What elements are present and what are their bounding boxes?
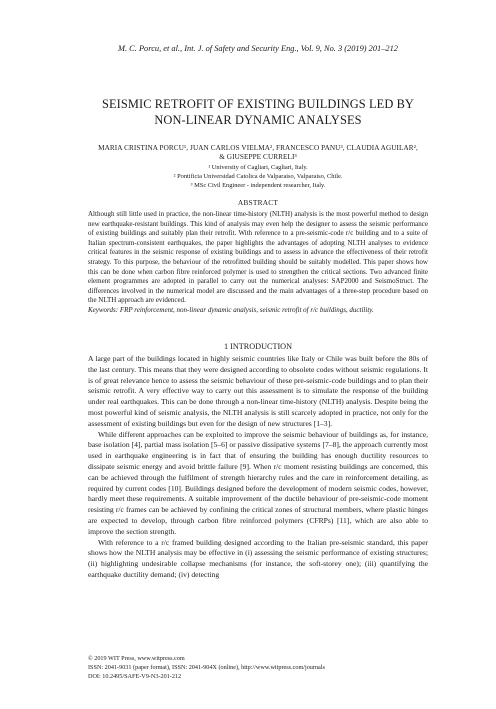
section-heading-introduction: 1 INTRODUCTION xyxy=(224,342,292,351)
keywords: Keywords: FRP reinforcement, non-linear dynamic analysis, seismic retrofit of r/c buildings, ductility. xyxy=(88,305,374,314)
issn-line: ISSN: 2041-9031 (paper format), ISSN: 2041-904X (online), http://www.witpress.com/journals xyxy=(88,663,325,671)
abstract-heading: ABSTRACT xyxy=(237,198,279,207)
affiliation-3: ³ MSc Civil Engineer - independent researcher, Italy. xyxy=(190,182,326,189)
body-text xyxy=(88,354,428,581)
running-head: M. C. Porcu, et al., Int. J. of Safety and Security Eng., Vol. 9, No. 3 (2019) 201–212 xyxy=(118,44,398,53)
doi-line: DOI: 10.2495/SAFE-V9-N3-201-212 xyxy=(88,672,182,680)
abstract xyxy=(88,210,428,316)
copyright-line: © 2019 WIT Press, www.witpress.com xyxy=(88,655,185,662)
affiliations xyxy=(88,163,428,190)
affiliation-2: ² Pontificia Universidad Catolica de Valparaiso, Valparaiso, Chile. xyxy=(173,173,343,180)
page-footer xyxy=(88,655,428,681)
paper-title xyxy=(88,96,428,128)
paragraph-3: With reference to a r/c framed building designed according to the Italian pre-seismic standard, this paper shows how the NLTH analysis may be effective in (i) assessing the seismic performance of existing structures; (ii) highlighting undesirable collapse mechanisms (for instance, the soft-storey one); (iii) quantifying the earthquake ductility demand; (iv) detecting xyxy=(88,537,428,579)
abstract-text: Although still little used in practice, the non-linear time-history (NLTH) analysis is the most powerful method to design new earthquake-resistant buildings. This kind of analysis may even help the designer to assess the seismic performance of existing buildings and suitably plan their retrofit. With reference to a pre-seismic-code r/c building and to a suite of Italian spectrum-consistent earthquakes, the paper highlights the advantages of adopting NLTH analyses to evidence critical features in the seismic response of existing buildings and to assess in advance the effectiveness of their retrofit strategy. To this purpose, the behaviour of the retrofitted building should be suitably modelled. This paper shows how this can be done when carbon fibre reinforced polymer is used to strengthen the critical sections. Two advanced finite element programmes are adopted in parallel to carry out the numerical analyses: SAP2000 and SeismoStruct. The differences involved in the numerical model are discussed and the main advantages of a three-step procedure based on the NLTH approach are evidenced. xyxy=(88,210,428,305)
title-line-1: SEISMIC RETROFIT OF EXISTING BUILDINGS LED BY xyxy=(102,97,414,111)
author-list xyxy=(88,144,428,162)
paragraph-1: A large part of the buildings located in highly seismic countries like Italy or Chile was built before the 80s of the last century. This means that they were designed according to obsolete codes without seismic regulations. It is of great relevance hence to assess the seismic behaviour of these pre-seismic-code buildings and to plan their seismic retrofit. A very effective way to carry out this assessment is to simulate the response of the building under real earthquakes. This can be done through a non-linear time-history (NLTH) analysis. Despite being the most powerful kind of seismic analysis, the NLTH analysis is still scarcely adopted in practice, not only for the assessment of existing buildings but even for the design of new structures [1–3]. xyxy=(88,354,428,428)
paragraph-2: While different approaches can be exploited to improve the seismic behaviour of buildings as, for instance, base isolation [4], partial mass isolation [5–6] or passive dissipative systems [7–8], the approach currently most used in earthquake engineering is in fact that of ensuring the building has enough ductility resources to dissipate seismic energy and avoid brittle failure [9]. When r/c moment resisting buildings are concerned, this can be achieved through the fulfilment of strength hierarchy rules and the care in reinforcement detailing, as required by current codes [10]. Buildings designed before the development of modern seismic codes, however, hardly meet these requirements. A suitable improvement of the ductile behaviour of pre-seismic-code moment resisting r/c frames can be achieved by confining the critical zones of structural members, where plastic hinges are expected to develop, through carbon fibre reinforced polymers (CFRPs) [11], which are also able to improve the section strength. xyxy=(88,429,428,536)
authors-line-1: MARIA CRISTINA PORCU¹, JUAN CARLOS VIELMA², FRANCESCO PANU³, CLAUDIA AGUILAR², xyxy=(98,144,418,152)
authors-line-2: & GIUSEPPE CURRELI³ xyxy=(219,153,297,161)
title-line-2: NON-LINEAR DYNAMIC ANALYSES xyxy=(154,113,362,127)
affiliation-1: ¹ University of Cagliari, Cagliari, Italy. xyxy=(208,164,308,171)
